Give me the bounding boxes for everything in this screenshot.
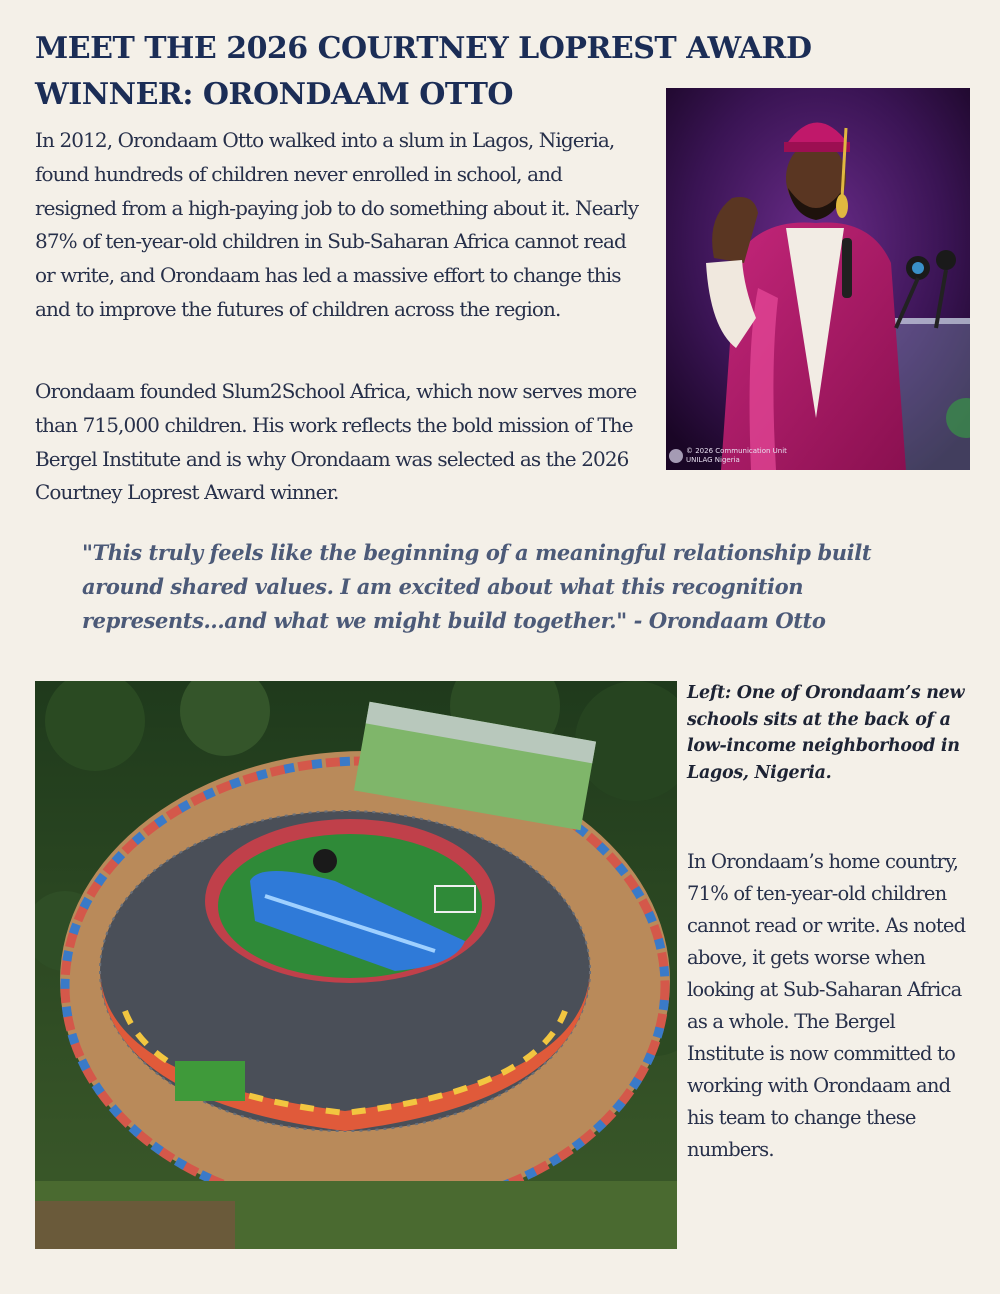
title-line-1: MEET THE 2026 COURTNEY LOPREST AWARD (35, 31, 812, 66)
side-paragraph: In Orondaam’s home country, 71% of ten-year-old children cannot read or write. As noted above, it gets worse when looking at Sub-Saharan Africa as a whole. The Bergel Institute is now committed to working with Orondaam and his team to change these numbers. (687, 850, 966, 1161)
portrait-photo (666, 88, 970, 470)
svg-text:© 2026 Communication Unit: © 2026 Communication Unit (686, 447, 787, 455)
svg-text:UNILAG Nigeria: UNILAG Nigeria (686, 456, 740, 464)
pull-quote: "This truly feels like the beginning of a meaningful relationship built around shared values. I am excited about what this recognition represents...and what we might build together." - Orondaam Otto (82, 540, 872, 633)
title-line-2: WINNER: ORONDAAM OTTO (35, 77, 514, 112)
intro-paragraph: In 2012, Orondaam Otto walked into a slum in Lagos, Nigeria, found hundreds of children never enrolled in school, and resigned from a high-paying job to do something about it. Nearly 87% of ten-year-old children in Sub-Saharan Africa cannot read or write, and Orondaam has led a massive effort to change this and to improve the futures of children across the region. (35, 128, 639, 321)
photo-caption: Left: One of Orondaam’s new schools sits at the back of a low-income neighborhood in Lagos, Nigeria. (687, 683, 965, 783)
school-aerial-photo (35, 681, 677, 1249)
founder-paragraph: Orondaam founded Slum2School Africa, which now serves more than 715,000 children. His work reflects the bold mission of The Bergel Institute and is why Orondaam was selected as the 2026 Courtney Loprest Award winner. (35, 379, 637, 505)
